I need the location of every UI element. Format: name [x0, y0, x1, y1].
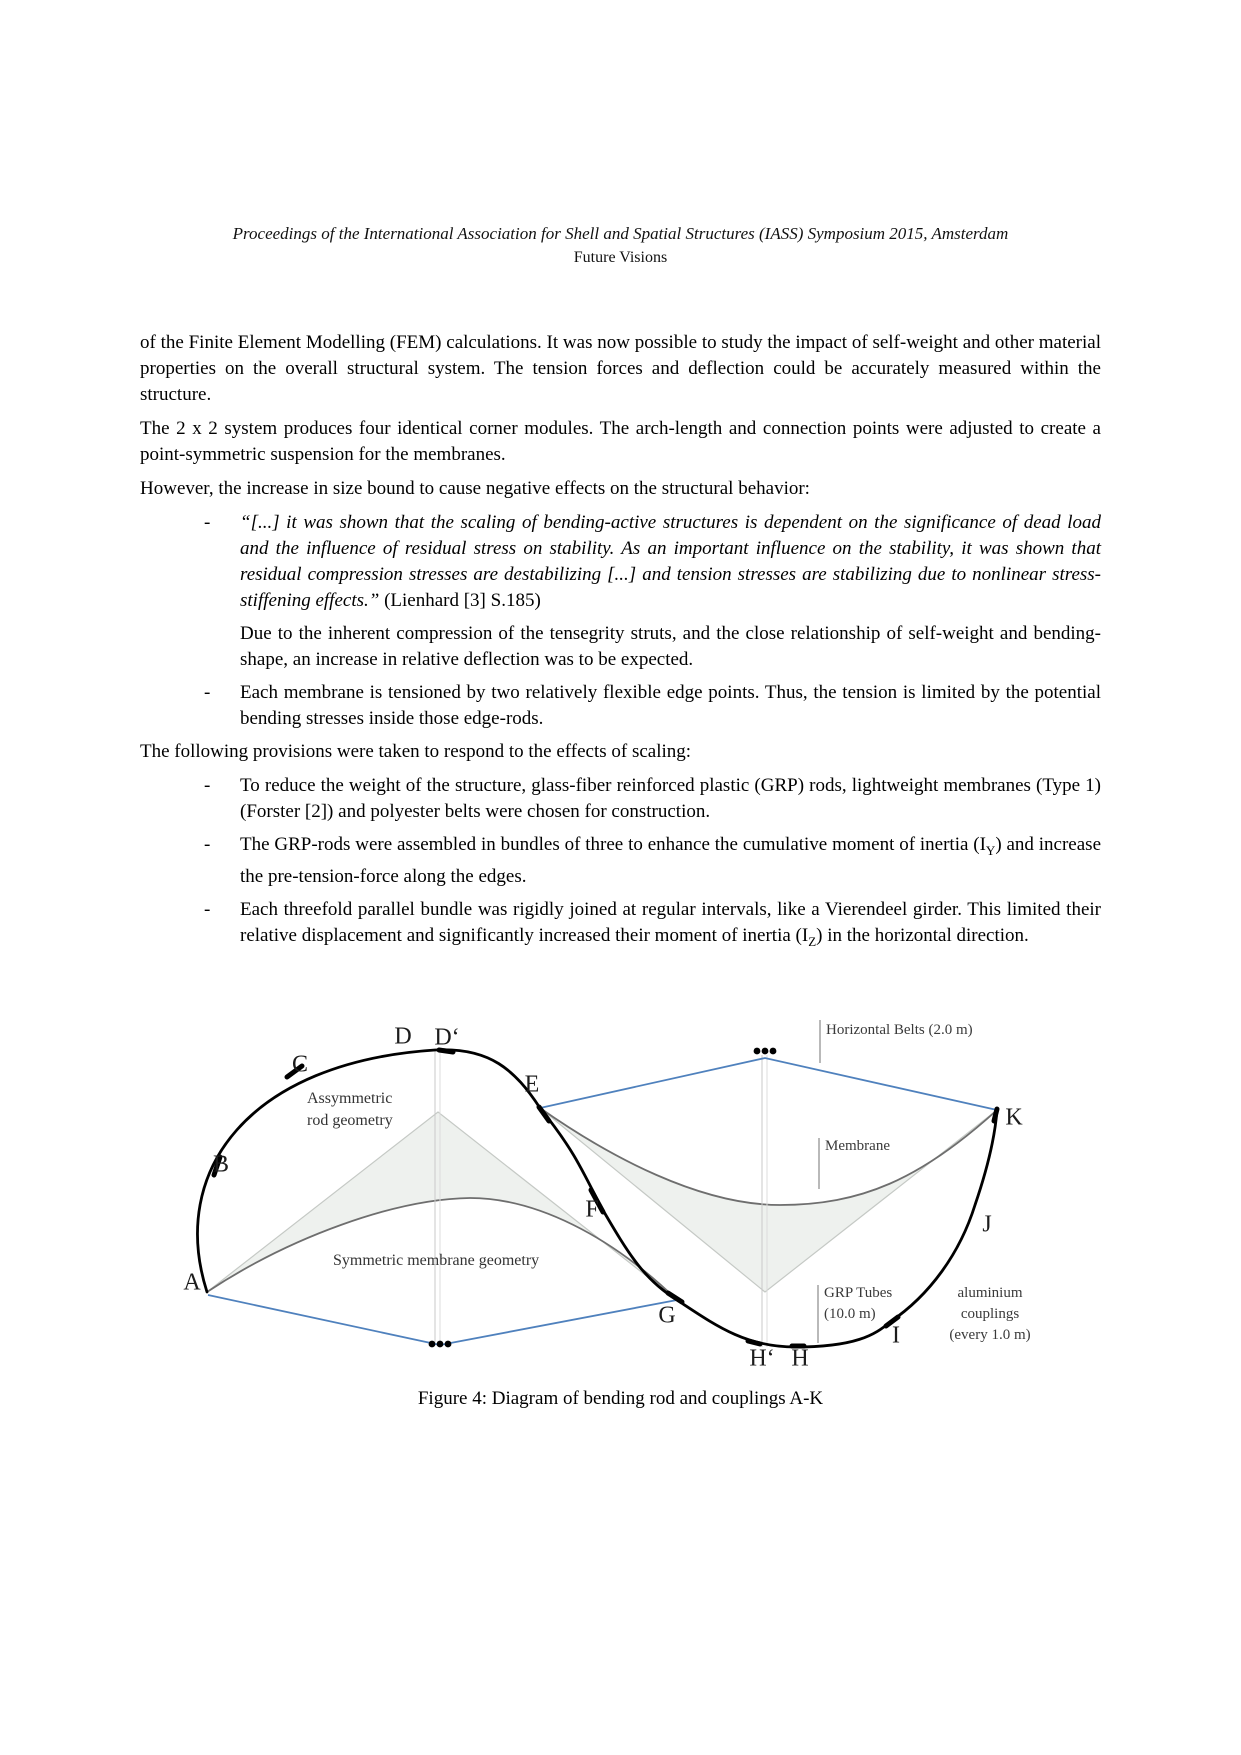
paragraph-2x2-system: The 2 x 2 system produces four identical corner modules. The arch-length and connection points were adjusted to create a point-symmetric suspension for the membranes. [140, 418, 1101, 465]
point-label-e: E [524, 1071, 540, 1098]
point-label-h: H [791, 1345, 809, 1372]
aluminium-couplings-label [920, 1283, 1060, 1346]
horizontal-belts-label: Horizontal Belts (2.0 m) [826, 1022, 973, 1038]
proceedings-header: Proceedings of the International Association for Shell and Spatial Structures (IASS) Symposium 2015, Amsterdam [232, 224, 1009, 243]
bullet-dash: - [204, 775, 211, 796]
bullet-dash: - [204, 898, 211, 920]
point-label-h-prime: H‘ [749, 1345, 775, 1372]
quote-italic-text: “[...] it was shown that the scaling of bending-active structures is dependent on the significance of dead load and the influence of residual stress on stability. As an important influence on the stability, it was shown that residual compression stresses are destabilizing [...] and tension stresses are stabilizing due to nonlinear stress-stiffening effects.” [240, 512, 1101, 611]
aluminium-couplings-line2: couplings [960, 1306, 1020, 1322]
proceedings-subheader: Future Visions [573, 249, 668, 266]
grp-tubes-label-line2: (10.0 m) [824, 1306, 876, 1322]
bullet-bundles [140, 832, 1101, 890]
symmetric-membrane-label: Symmetric membrane geometry [333, 1252, 540, 1269]
asymmetric-rod-label-line1: Assymmetric [307, 1090, 393, 1107]
bullet-dash: - [204, 512, 211, 533]
membrane-label: Membrane [825, 1138, 890, 1154]
figure-caption: Figure 4: Diagram of bending rod and couplings A-K [417, 1388, 824, 1409]
right-membrane-fill [540, 1108, 997, 1292]
point-label-d: D [394, 1023, 412, 1050]
inertia-z-subscript: Z [808, 933, 817, 949]
inertia-y-subscript: Y [985, 842, 996, 858]
lower-belt-line [208, 1295, 677, 1345]
asymmetric-rod-label-line2: rod geometry [307, 1112, 393, 1129]
grp-tubes-label [824, 1283, 892, 1325]
bullet-vierendeel-text-end: ) in the horizontal direction. [816, 924, 1029, 946]
paragraph-due-to: Due to the inherent compression of the tensegrity struts, and the close relationship of self-weight and bending-shape, an increase in relative deflection was to be expected. [240, 623, 1101, 670]
point-label-j: J [982, 1211, 992, 1238]
bullet-bundles-text-end: ) and increase the pre-tension-force along the edges. [240, 834, 1101, 887]
bullet-vierendeel [140, 897, 1101, 955]
aluminium-couplings-line3: (every 1.0 m) [949, 1327, 1031, 1343]
bullet-grp-materials [140, 773, 1101, 825]
point-label-i: I [892, 1322, 900, 1349]
point-label-g: G [658, 1302, 676, 1329]
paragraph-fem: of the Finite Element Modelling (FEM) calculations. It was now possible to study the impact of self-weight and other material properties on the overall structural system. The tension forces and deflection could be accurately measured within the structure. [140, 332, 1101, 405]
bullet-quote [140, 510, 1101, 614]
point-label-k: K [1005, 1104, 1023, 1131]
annotation-leader-lines [818, 1020, 820, 1343]
grp-tubes-label-line1: GRP Tubes [824, 1285, 893, 1301]
bullet-dash: - [204, 834, 211, 855]
bullet-dash: - [204, 682, 211, 703]
bullet-vierendeel-text: Each threefold parallel bundle was rigidly joined at regular intervals, like a Vierendeel girder. This limited their relative displacement and significantly increased their moment of inertia (I [240, 898, 1101, 946]
upper-belt-line [540, 1058, 997, 1110]
bullet-grp-materials-text: To reduce the weight of the structure, glass-fiber reinforced plastic (GRP) rods, lightweight membranes (Type 1) (Forster [2]) and polyester belts were chosen for construction. [240, 775, 1101, 822]
point-label-d-prime: D‘ [434, 1024, 460, 1051]
quote-citation: (Lienhard [3] S.185) [379, 590, 541, 611]
point-label-c: C [291, 1051, 309, 1078]
bullet-bundles-text: The GRP-rods were assembled in bundles of three to enhance the cumulative moment of inertia (I [240, 834, 986, 855]
figure-4-diagram [140, 985, 1140, 1405]
bullet-membrane-tension [140, 680, 1101, 732]
asymmetric-rod-label [307, 1088, 393, 1132]
bullet-membrane-tension-text: Each membrane is tensioned by two relatively flexible edge points. Thus, the tension is limited by the potential bending stresses inside those edge-rods. [240, 682, 1101, 729]
aluminium-couplings-line1: aluminium [957, 1285, 1023, 1301]
paragraph-however: However, the increase in size bound to cause negative effects on the structural behavior: [140, 478, 810, 499]
point-label-b: B [212, 1151, 230, 1178]
point-label-a: A [183, 1269, 201, 1296]
point-label-f: F [585, 1196, 599, 1223]
paragraph-provisions: The following provisions were taken to respond to the effects of scaling: [140, 741, 692, 762]
body-text-column [140, 330, 1101, 962]
